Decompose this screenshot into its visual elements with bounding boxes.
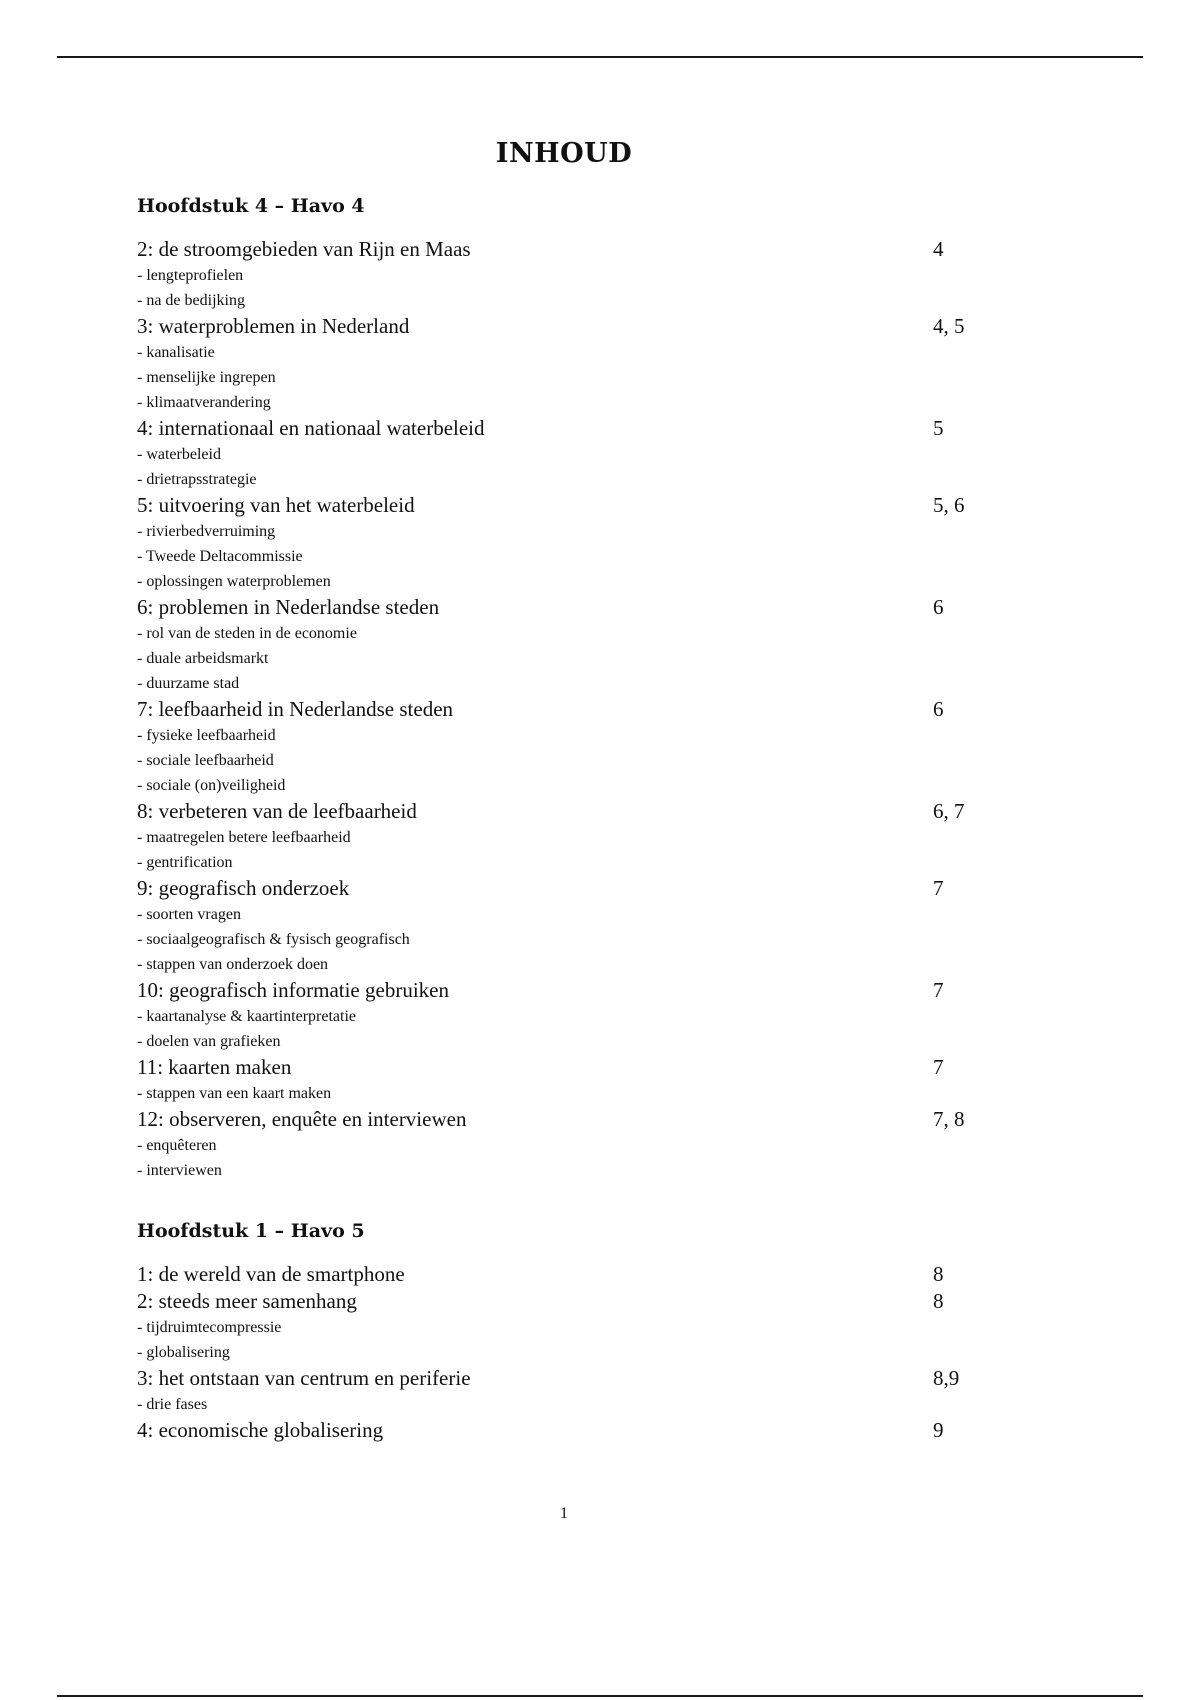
toc-list	[137, 1261, 997, 1444]
toc-entry-title: 12: observeren, enquête en interviewen	[137, 1107, 467, 1131]
toc-entry	[137, 1261, 997, 1288]
page-number: 1	[560, 1505, 568, 1522]
toc-entry-row	[137, 696, 997, 723]
toc-subtopic: - sociale (on)veiligheid	[137, 777, 286, 794]
toc-entry	[137, 1288, 997, 1365]
toc-subtopic: - lengteprofielen	[137, 267, 244, 284]
toc-entry-pages: 8,9	[933, 1366, 960, 1390]
toc-subtopic: - menselijke ingrepen	[137, 369, 276, 386]
toc-subtopic: - duale arbeidsmarkt	[137, 650, 269, 667]
toc-entry-row	[137, 415, 997, 442]
toc-entry-title: 2: steeds meer samenhang	[137, 1289, 357, 1313]
toc-entry-row	[137, 1288, 997, 1315]
toc-entry-pages: 4	[933, 237, 944, 261]
toc-entry	[137, 1417, 997, 1444]
toc-entry-title: 11: kaarten maken	[137, 1055, 292, 1079]
toc-entry-title: 6: problemen in Nederlandse steden	[137, 595, 440, 619]
toc-entry-row	[137, 492, 997, 519]
toc-subtopic: - kanalisatie	[137, 344, 215, 361]
toc-subtopic: - oplossingen waterproblemen	[137, 573, 331, 590]
toc-entry-title: 10: geografisch informatie gebruiken	[137, 978, 449, 1002]
page-title: INHOUD	[495, 138, 633, 169]
toc-entry-pages: 6	[933, 595, 944, 619]
toc-subtopic: - stappen van een kaart maken	[137, 1085, 332, 1102]
toc-entry-pages: 8	[933, 1289, 944, 1313]
toc-subtopic: - sociaalgeografisch & fysisch geografisch	[137, 931, 410, 948]
toc-entry-row	[137, 1417, 997, 1444]
toc-entry-title: 1: de wereld van de smartphone	[137, 1262, 405, 1286]
toc-subtopic: - sociale leefbaarheid	[137, 752, 274, 769]
toc-entry-title: 8: verbeteren van de leefbaarheid	[137, 799, 417, 823]
toc-entry	[137, 415, 997, 492]
toc-entry-title: 3: het ontstaan van centrum en periferie	[137, 1366, 471, 1390]
toc-subtopic: - waterbeleid	[137, 446, 221, 463]
toc-subtopic: - gentrification	[137, 854, 233, 871]
toc-section-havo-4	[137, 192, 997, 1183]
toc-subtopic: - stappen van onderzoek doen	[137, 956, 329, 973]
toc-entry-pages: 7	[933, 1055, 944, 1079]
toc-entry-pages: 7, 8	[933, 1107, 965, 1131]
toc-entry-row	[137, 977, 997, 1004]
toc-section-havo-5	[137, 1217, 997, 1444]
toc-subtopic: - tijdruimtecompressie	[137, 1319, 282, 1336]
section-heading: Hoofdstuk 4 – Havo 4	[137, 195, 365, 217]
toc-entry-row	[137, 1106, 997, 1133]
toc-subtopic: - na de bedijking	[137, 292, 245, 309]
toc-entry	[137, 594, 997, 696]
toc-entry-pages: 4, 5	[933, 314, 965, 338]
toc-entry	[137, 313, 997, 415]
toc-entry	[137, 492, 997, 594]
toc-entry-row	[137, 1365, 997, 1392]
toc-subtopic: - soorten vragen	[137, 906, 241, 923]
toc-entry	[137, 1365, 997, 1417]
toc-entry-title: 4: internationaal en nationaal waterbeleid	[137, 416, 485, 440]
toc-entry-pages: 6, 7	[933, 799, 965, 823]
toc-subtopic: - klimaatverandering	[137, 394, 271, 411]
toc-subtopic: - drie fases	[137, 1396, 208, 1413]
toc-entry	[137, 977, 997, 1054]
toc-entry-row	[137, 875, 997, 902]
toc-entry-title: 4: economische globalisering	[137, 1418, 384, 1442]
toc-entry-pages: 7	[933, 978, 944, 1002]
toc-entry-row	[137, 1261, 997, 1288]
toc-entry-title: 9: geografisch onderzoek	[137, 876, 350, 900]
header-rule	[57, 56, 1143, 58]
footer-rule	[57, 1695, 1143, 1697]
toc-list	[137, 236, 997, 1183]
toc-subtopic: - Tweede Deltacommissie	[137, 548, 303, 565]
toc-entry	[137, 1106, 997, 1183]
toc-subtopic: - drietrapsstrategie	[137, 471, 257, 488]
toc-entry	[137, 798, 997, 875]
toc-entry-title: 2: de stroomgebieden van Rijn en Maas	[137, 237, 471, 261]
toc-entry-row	[137, 236, 997, 263]
toc-subtopic: - kaartanalyse & kaartinterpretatie	[137, 1008, 356, 1025]
toc-entry-pages: 8	[933, 1262, 944, 1286]
section-heading: Hoofdstuk 1 – Havo 5	[137, 1220, 365, 1242]
toc-entry	[137, 236, 997, 313]
toc-entry-title: 5: uitvoering van het waterbeleid	[137, 493, 415, 517]
toc-subtopic: - rivierbedverruiming	[137, 523, 276, 540]
toc-subtopic: - maatregelen betere leefbaarheid	[137, 829, 351, 846]
toc-entry-row	[137, 1054, 997, 1081]
toc-entry-pages: 7	[933, 876, 944, 900]
toc-subtopic: - fysieke leefbaarheid	[137, 727, 276, 744]
toc-entry-title: 3: waterproblemen in Nederland	[137, 314, 410, 338]
toc-entry-pages: 5, 6	[933, 493, 965, 517]
toc-entry-row	[137, 594, 997, 621]
toc-subtopic: - enquêteren	[137, 1137, 217, 1154]
toc-subtopic: - rol van de steden in de economie	[137, 625, 357, 642]
toc-entry	[137, 875, 997, 977]
toc-entry-pages: 9	[933, 1418, 944, 1442]
toc-entry-pages: 5	[933, 416, 944, 440]
toc-entry-pages: 6	[933, 697, 944, 721]
toc-subtopic: - interviewen	[137, 1162, 222, 1179]
toc-subtopic: - duurzame stad	[137, 675, 240, 692]
toc-entry	[137, 1054, 997, 1106]
toc-entry-row	[137, 313, 997, 340]
toc-entry-title: 7: leefbaarheid in Nederlandse steden	[137, 697, 454, 721]
toc-entry-row	[137, 798, 997, 825]
toc-entry	[137, 696, 997, 798]
toc-subtopic: - globalisering	[137, 1344, 230, 1361]
toc-subtopic: - doelen van grafieken	[137, 1033, 281, 1050]
